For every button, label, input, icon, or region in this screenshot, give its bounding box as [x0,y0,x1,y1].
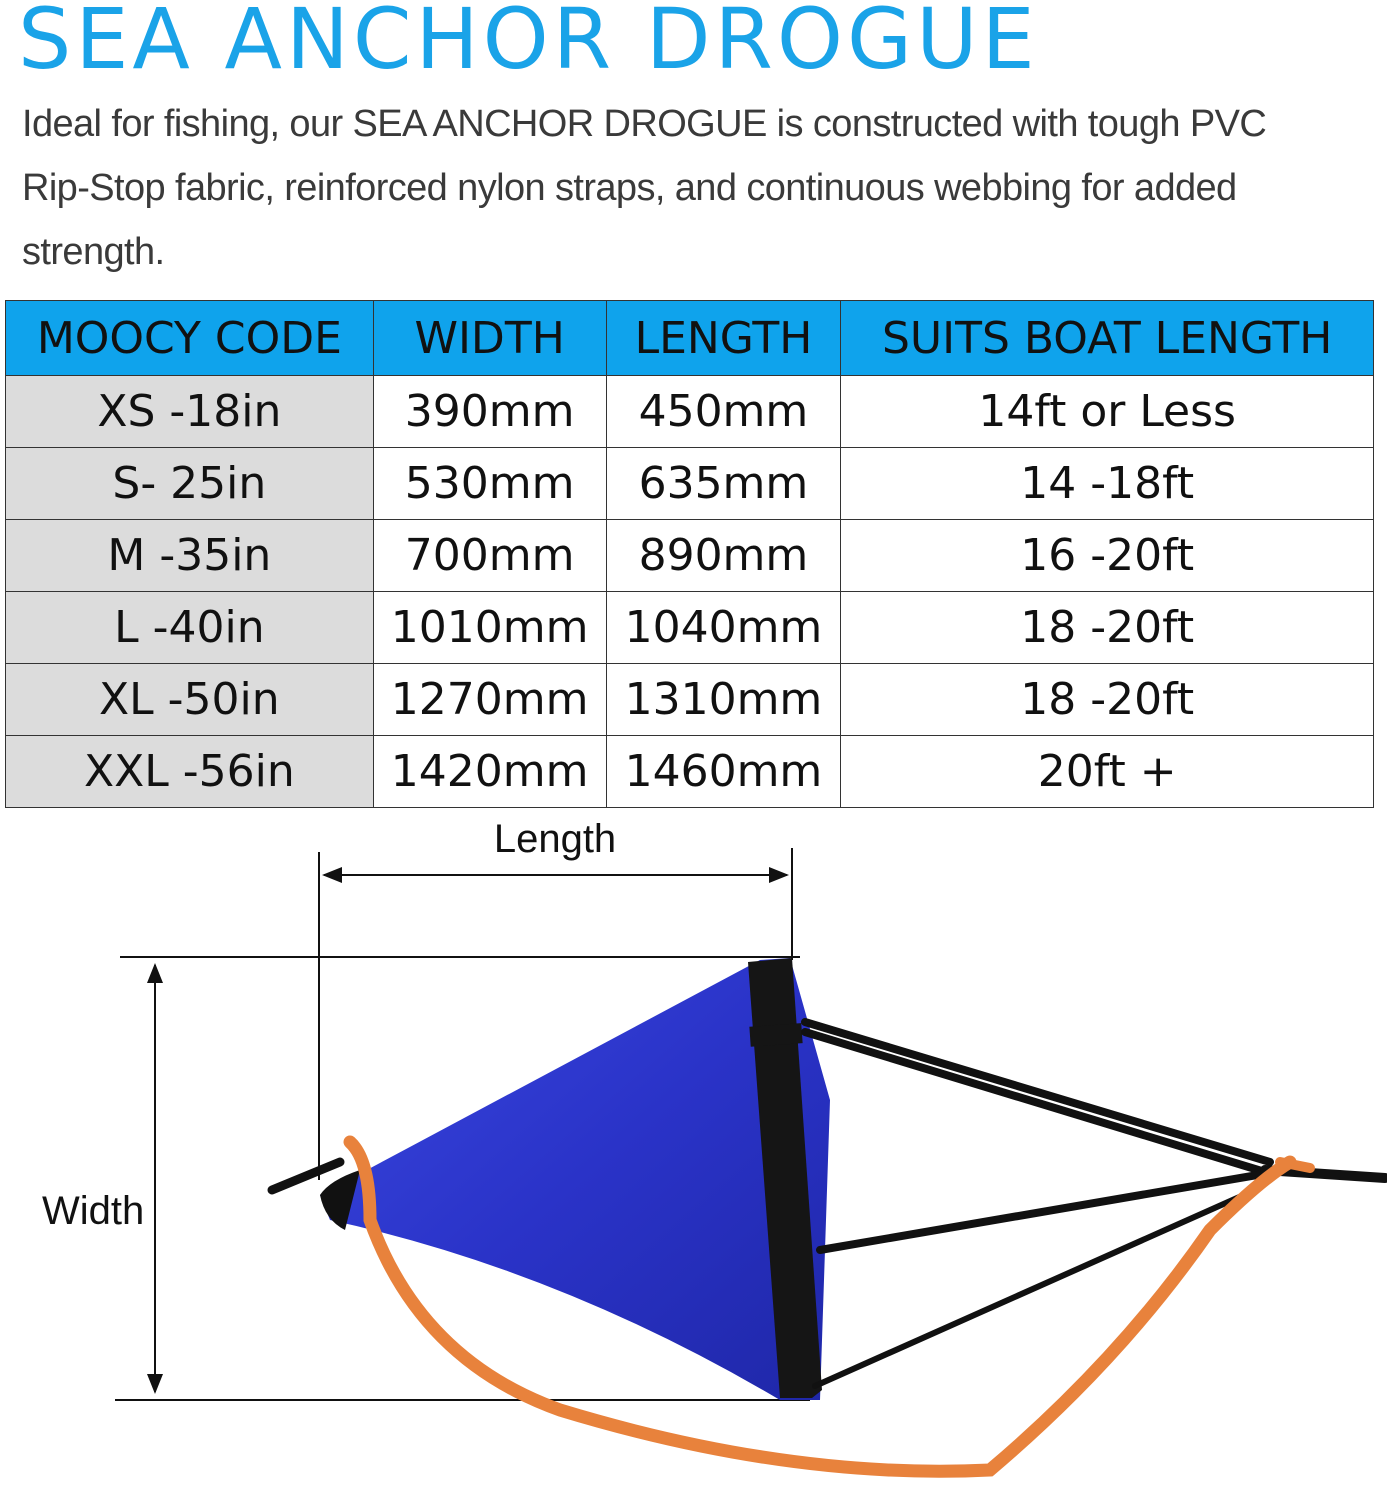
cell-length: 450mm [606,376,841,448]
table-row [6,736,1374,808]
cell-code: M -35in [6,520,374,592]
drogue-cone [320,958,830,1400]
cell-length: 635mm [606,448,841,520]
cell-code: XS -18in [6,376,374,448]
page-title: SEA ANCHOR DROGUE [18,0,1039,88]
cell-boat: 20ft + [841,736,1374,808]
header-width: WIDTH [373,301,606,376]
cell-code: XXL -56in [6,736,374,808]
length-label: Length [493,817,617,861]
table-row [6,376,1374,448]
cell-code: L -40in [6,592,374,664]
table-row [6,592,1374,664]
cell-width: 390mm [373,376,606,448]
table-row [6,664,1374,736]
table-row [6,448,1374,520]
cell-boat: 16 -20ft [841,520,1374,592]
cell-code: XL -50in [6,664,374,736]
header-length: LENGTH [606,301,841,376]
cell-width: 1010mm [373,592,606,664]
size-table [5,300,1374,808]
header-boat-length: SUITS BOAT LENGTH [841,301,1374,376]
table-header-row [6,301,1374,376]
cell-length: 1040mm [606,592,841,664]
cell-length: 1310mm [606,664,841,736]
cell-boat: 18 -20ft [841,592,1374,664]
cell-width: 530mm [373,448,606,520]
cell-width: 1420mm [373,736,606,808]
width-label: Width [42,1189,145,1233]
cell-boat: 14 -18ft [841,448,1374,520]
cell-length: 1460mm [606,736,841,808]
product-description: Ideal for fishing, our SEA ANCHOR DROGUE is constructed with tough PVC Rip-Stop fabric, reinforced nylon straps, and continuous webbing for added strength. [22,103,1267,273]
table-row [6,520,1374,592]
cell-width: 700mm [373,520,606,592]
cell-length: 890mm [606,520,841,592]
cell-code: S- 25in [6,448,374,520]
cell-boat: 18 -20ft [841,664,1374,736]
cell-width: 1270mm [373,664,606,736]
cell-boat: 14ft or Less [841,376,1374,448]
drogue-diagram [0,800,1387,1500]
header-code: MOOCY CODE [6,301,374,376]
